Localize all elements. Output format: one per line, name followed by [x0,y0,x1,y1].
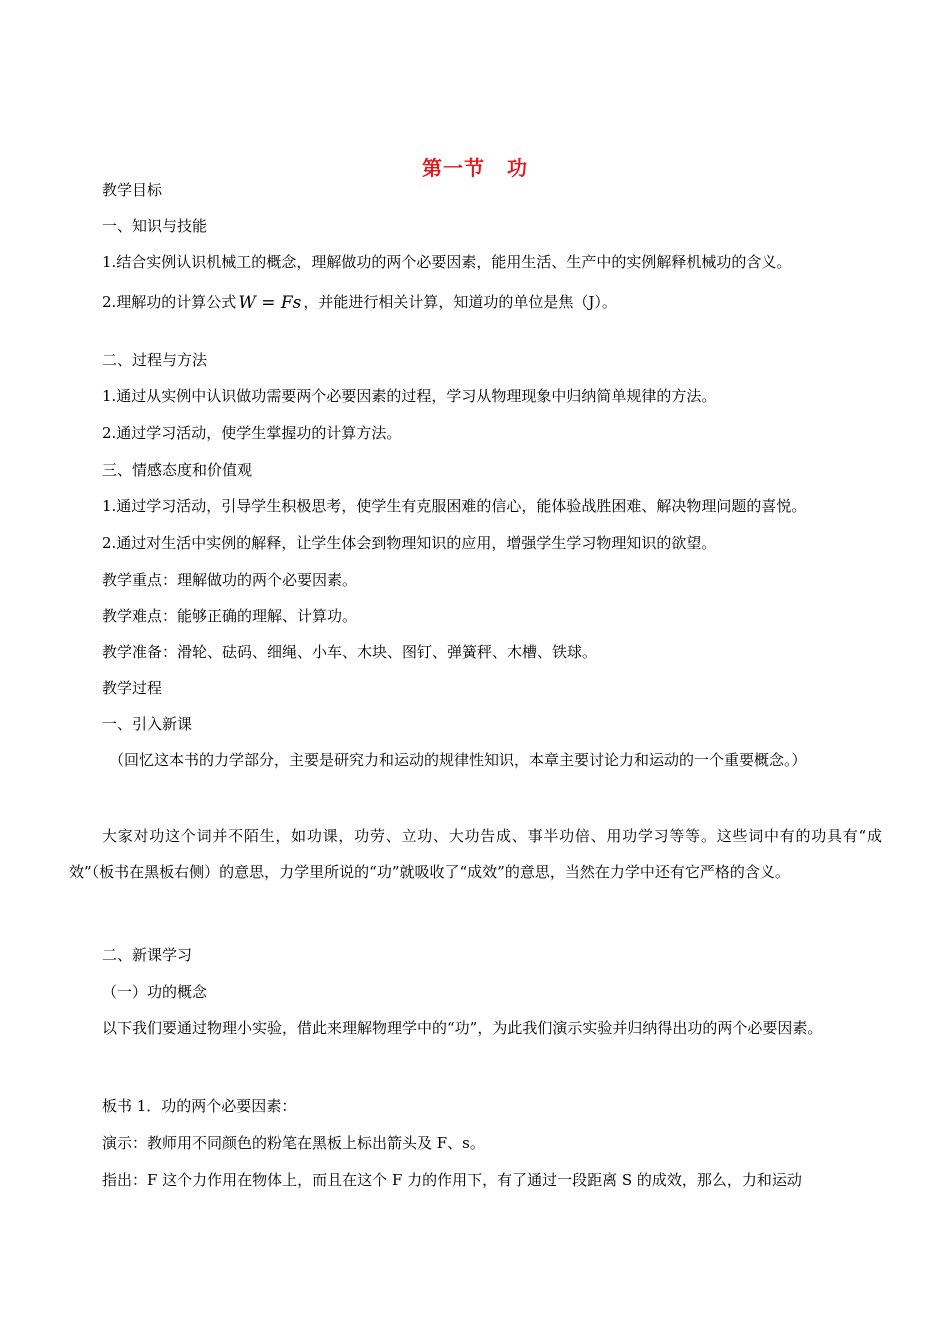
recall-paragraph: （回忆这本书的力学部分，主要是研究力和运动的规律性知识，本章主要讨论力和运动的一个重要概念。） [109,751,807,769]
knowledge-item-2-text-before: 2.理解功的计算公式 [102,293,237,311]
teaching-process-heading: 教学过程 [102,679,163,697]
title-part-1: 第一节 [422,156,485,180]
board-note-1: 板书 1．功的两个必要因素： [102,1097,297,1115]
section-knowledge-skills-heading: 一、知识与技能 [102,217,208,235]
familiar-paragraph: 大家对功这个词并不陌生，如功课，功劳、立功、大功告成、事半功倍、用功学习等等。这些词中有的功具有“成效”（板书在黑板右侧）的意思，力学里所说的“功”就吸收了“成效”的意思，当然在力学中还有它严格的含义。 [69,827,882,881]
section-process-method-heading: 二、过程与方法 [102,351,208,369]
experiment-paragraph: 以下我们要通过物理小实验，借此来理解物理学中的“功”，为此我们演示实验并归纳得出功的两个必要因素。 [102,1019,823,1037]
knowledge-item-2-text-after: ，并能进行相关计算，知道功的单位是焦（J）。 [303,293,617,311]
process-item-2: 2.通过学习活动，使学生掌握功的计算方法。 [102,424,402,442]
page-title [0,152,950,181]
new-lesson-heading: 二、新课学习 [102,946,193,964]
knowledge-item-1: 1.结合实例认识机械工的概念，理解做功的两个必要因素，能用生活、生产中的实例解释机械功的含义。 [102,253,792,271]
demonstration-note: 演示：教师用不同颜色的粉笔在黑板上标出箭头及 F、s。 [102,1134,485,1152]
process-item-1: 1.通过从实例中认识做功需要两个必要因素的过程，学习从物理现象中归纳简单规律的方法。 [102,387,717,405]
teaching-goals-heading: 教学目标 [102,181,163,199]
knowledge-item-2 [102,292,617,313]
section-attitude-values-heading: 三、情感态度和价值观 [102,461,253,479]
teaching-preparation: 教学准备：滑轮、砝码、细绳、小车、木块、图钉、弹簧秤、木槽、铁球。 [102,643,598,661]
title-part-2: 功 [507,156,528,180]
attitude-item-1: 1.通过学习活动，引导学生积极思考，使学生有克服困难的信心，能体验战胜困难、解决物理问题的喜悦。 [102,497,807,515]
introduction-heading: 一、引入新课 [102,715,193,733]
teaching-difficulty: 教学难点：能够正确的理解、计算功。 [102,607,358,625]
teaching-key-point: 教学重点：理解做功的两个必要因素。 [102,571,358,589]
attitude-item-2: 2.通过对生活中实例的解释，让学生体会到物理知识的应用，增强学生学习物理知识的欲望。 [102,534,717,552]
work-formula: W = Fs [238,293,302,313]
concept-of-work-heading: （一）功的概念 [102,983,208,1001]
point-out-paragraph: 指出：F 这个力作用在物体上，而且在这个 F 力的作用下，有了通过一段距离 S 的成效，那么，力和运动 [102,1171,802,1189]
